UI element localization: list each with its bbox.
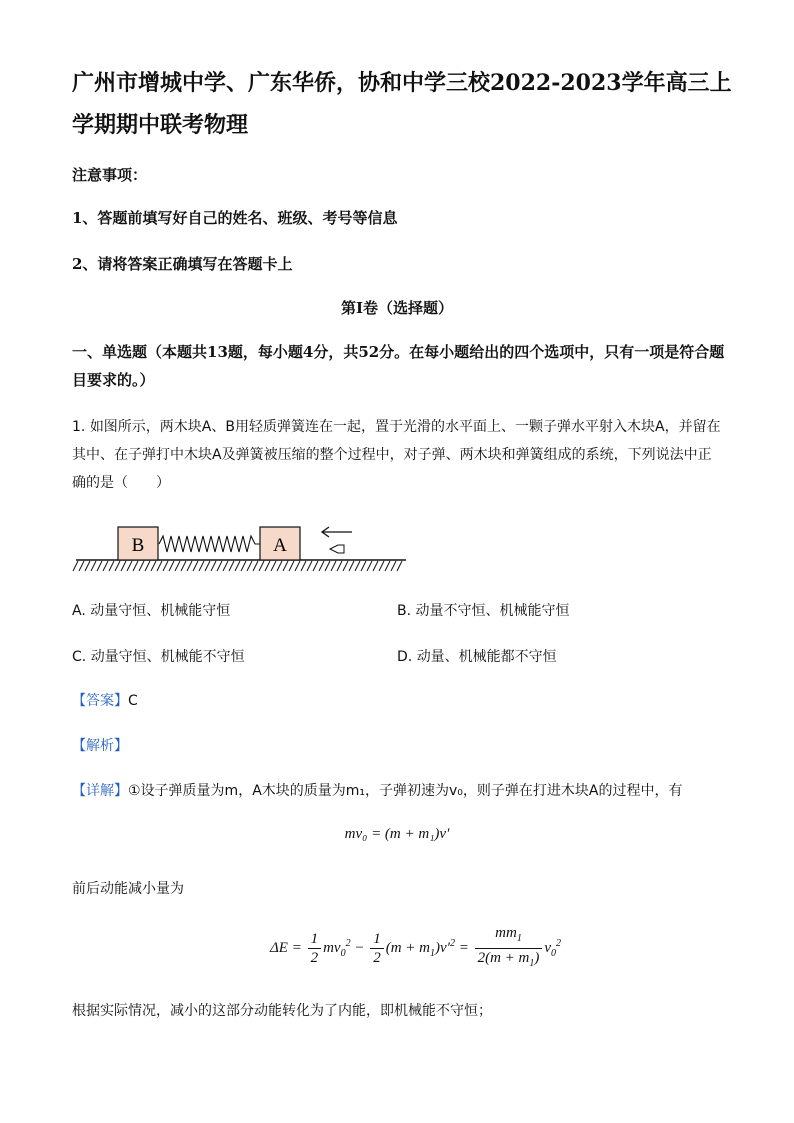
section-title: 第I卷（选择题） bbox=[340, 299, 454, 317]
answer-label: 【答案】 bbox=[72, 693, 128, 709]
block-a-label: A bbox=[273, 535, 287, 556]
formula-momentum: mv₀ = (m + m₁)v′ bbox=[344, 826, 450, 842]
notice-heading: 注意事项： bbox=[72, 166, 148, 184]
option-a: A. 动量守恒、机械能守恒 bbox=[72, 603, 231, 619]
detail-paragraph-1: 【详解】①设子弹质量为m，A木块的质量为m₁，子弹初速为v₀，则子弹在打进木块A的过程中，有 bbox=[72, 783, 683, 799]
answer-value: C bbox=[128, 693, 138, 709]
detail-paragraph-3: 根据实际情况，减小的这部分动能转化为了内能，即机械能不守恒； bbox=[72, 1003, 492, 1019]
option-d: D. 动量、机械能都不守恒 bbox=[397, 649, 557, 665]
detail-label: 【详解】 bbox=[72, 783, 128, 799]
formula-energy-loss: ΔE = $\frac{1}{2}$ $mv_0^2$ − $\frac{1}{2}$ $(m + m_1)v'^2$ = $\frac{mm_1}{2(m + m_1)}$ $v_0^2$ bbox=[270, 925, 562, 969]
spring-blocks-figure bbox=[72, 518, 412, 578]
arrow-left-icon bbox=[322, 527, 352, 537]
analysis-label: 【解析】 bbox=[72, 738, 128, 754]
bullet-icon bbox=[330, 545, 344, 553]
page-title: 广州市增城中学、广东华侨，协和中学三校2022-2023学年高三上学期期中联考物理 bbox=[72, 70, 732, 138]
question-number: 1. bbox=[72, 419, 86, 435]
question-text: 如图所示，两木块A、B用轻质弹簧连在一起，置于光滑的水平面上、一颗子弹水平射入木块A，并留在其中、在子弹打中木块A及弹簧被压缩的整个过程中，对子弹、两木块和弹簧组成的系统，下列说法中正确的是（ ） bbox=[72, 419, 721, 491]
block-b-label: B bbox=[131, 535, 145, 556]
spring bbox=[159, 536, 260, 552]
question-1 bbox=[72, 413, 724, 497]
answer bbox=[72, 690, 138, 710]
option-b: B. 动量不守恒、机械能守恒 bbox=[397, 603, 570, 619]
part-heading: 一、单选题（本题共13题，每小题4分，共52分。在每小题给出的四个选项中，只有一项是符合题目要求的。） bbox=[72, 343, 725, 389]
notice-item-1: 1、答题前填写好自己的姓名、班级、考号等信息 bbox=[72, 209, 398, 227]
detail-paragraph-2: 前后动能减小量为 bbox=[72, 881, 184, 897]
option-c: C. 动量守恒、机械能不守恒 bbox=[72, 649, 245, 665]
notice-item-2: 2、请将答案正确填写在答题卡上 bbox=[72, 255, 293, 273]
